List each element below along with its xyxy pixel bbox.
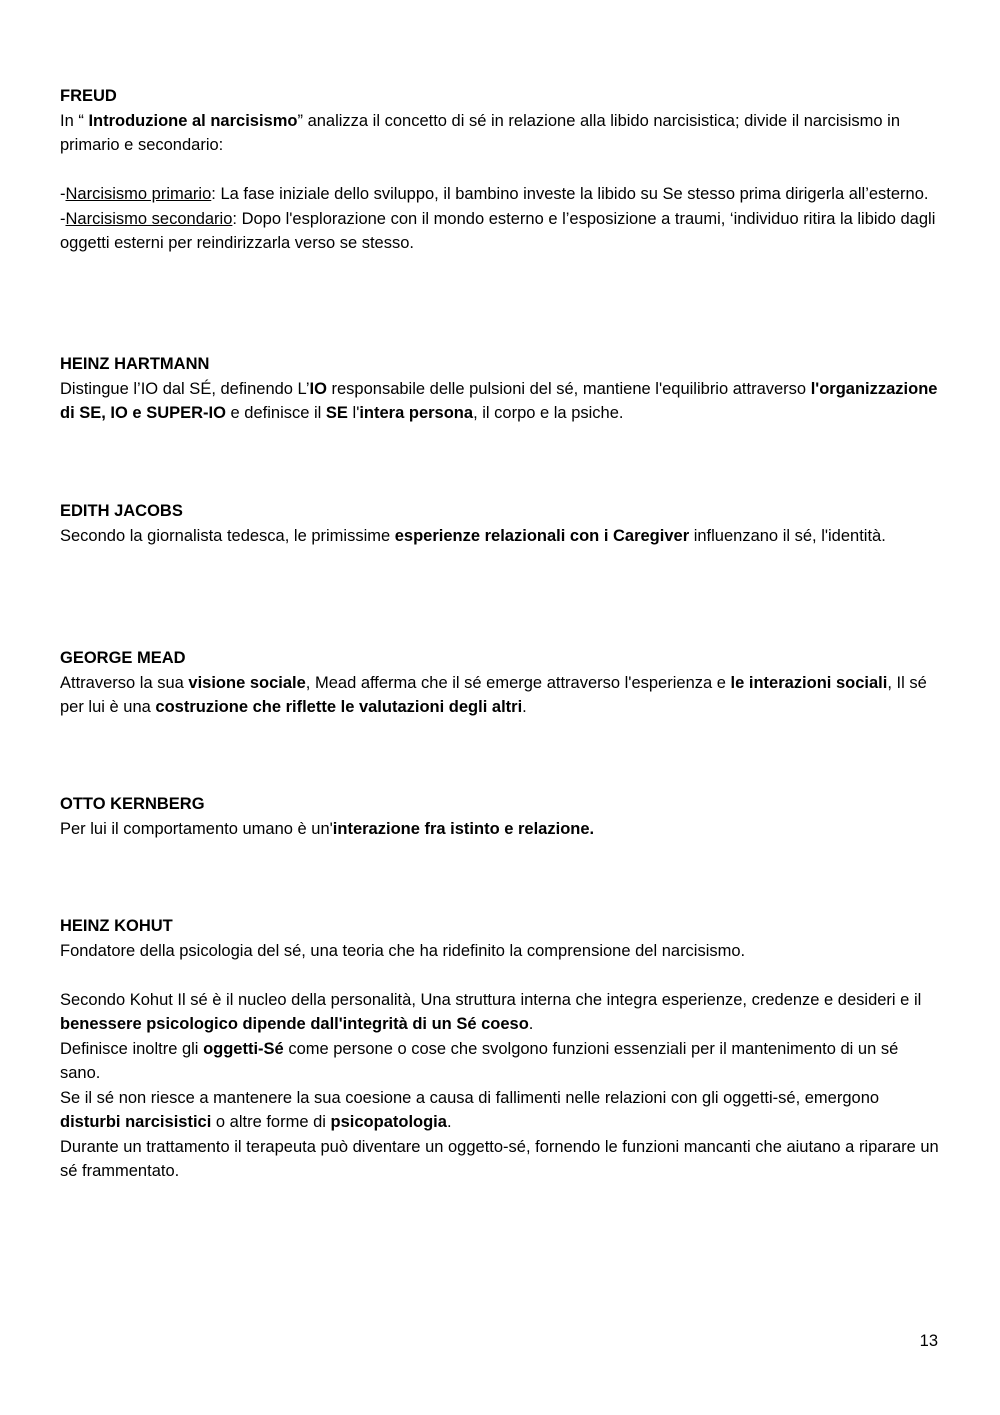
paragraph	[60, 671, 940, 720]
section-heading: HEINZ KOHUT	[60, 917, 173, 935]
section-heading: GEORGE MEAD	[60, 649, 186, 667]
section-hartmann	[60, 352, 940, 426]
paragraph	[60, 817, 940, 842]
text-run: Distingue l’IO dal SÉ, definendo L’	[60, 379, 310, 398]
text-run: : Dopo l'esplorazione con il mondo esterno e l’esposizione a traumi, ‘individuo ritira la libido dagli oggetti esterni per reindirizzarla verso se stesso.	[60, 209, 936, 252]
section-kernberg	[60, 792, 940, 841]
text-run: influenzano il sé, l'identità.	[689, 526, 886, 545]
text-run: -	[60, 209, 66, 228]
text-run: .	[528, 1015, 534, 1033]
bold-text: disturbi narcisistici	[60, 1113, 212, 1131]
page-number: 13	[919, 1332, 938, 1350]
list-item	[60, 182, 940, 207]
text-run: ” analizza il concetto di sé in relazione alla libido narcisistica; divide il narcisismo in primario e secondario:	[60, 111, 901, 154]
bold-text: esperienze relazionali con i Caregiver	[394, 526, 690, 545]
bold-text: costruzione che riflette le valutazioni degli altri	[155, 698, 523, 716]
paragraph	[60, 988, 940, 1037]
text-run: o altre forme di	[211, 1113, 331, 1131]
text-run: , Mead afferma che il sé emerge attraverso l'esperienza e	[305, 673, 731, 692]
bold-text: l'organizzazione di SE, IO e SUPER-IO	[60, 379, 938, 422]
bold-text: SE	[325, 404, 348, 422]
text-run: : La fase iniziale dello sviluppo, il bambino investe la libido su Se stesso prima dirigerla all’esterno.	[211, 185, 929, 203]
text-run: Secondo la giornalista tedesca, le primissime	[60, 526, 395, 545]
section-kohut	[60, 914, 940, 1184]
text-run: Definisce inoltre gli	[60, 1039, 204, 1058]
text-run: Attraverso la sua	[60, 673, 189, 692]
bold-text: benessere psicologico dipende dall'integrità di un Sé coeso	[60, 1015, 529, 1033]
underlined-term: Narcisismo primario	[65, 185, 212, 203]
text-run: Per lui il comportamento umano è un'	[60, 819, 333, 838]
text-run: Se il sé non riesce a mantenere la sua coesione a causa di fallimenti nelle relazioni con gli oggetti-sé, emergono	[60, 1088, 880, 1107]
bold-text: visione sociale	[188, 673, 306, 692]
paragraph	[60, 1037, 940, 1086]
text-run: -	[60, 185, 66, 203]
text-run: , Il sé per lui è una	[60, 673, 927, 716]
paragraph: Durante un trattamento il terapeuta può diventare un oggetto-sé, fornendo le funzioni mancanti che aiutano a riparare un sé frammentato.	[60, 1137, 939, 1180]
section-heading: EDITH JACOBS	[60, 502, 183, 520]
paragraph	[60, 524, 940, 549]
underlined-term: Narcisismo secondario	[65, 209, 233, 228]
text-run: .	[522, 698, 527, 716]
bold-text: intera persona	[359, 404, 474, 422]
section-heading: HEINZ HARTMANN	[60, 355, 210, 373]
bold-text: psicopatologia	[330, 1113, 447, 1131]
text-run: Secondo Kohut Il sé è il nucleo della personalità, Una struttura interna che integra esperienze, credenze e desideri e il	[60, 990, 922, 1009]
paragraph: Fondatore della psicologia del sé, una teoria che ha ridefinito la comprensione del narcisismo.	[60, 941, 746, 960]
section-heading: OTTO KERNBERG	[60, 795, 205, 813]
section-heading: FREUD	[60, 87, 117, 105]
bold-text: IO	[309, 379, 327, 398]
text-run: , il corpo e la psiche.	[473, 404, 624, 422]
text-run: responsabile delle pulsioni del sé, mantiene l'equilibrio attraverso	[326, 379, 811, 398]
section-freud	[60, 84, 940, 256]
bold-text: oggetti-Sé	[203, 1039, 284, 1058]
paragraph	[60, 377, 940, 426]
paragraph	[60, 109, 940, 158]
text-run: In “	[60, 111, 89, 130]
bold-text: interazione fra istinto e relazione.	[332, 819, 595, 838]
text-run: .	[446, 1113, 452, 1131]
list-item	[60, 207, 940, 256]
text-run: l'	[347, 404, 360, 422]
text-run: come persone o cose che svolgono funzioni essenziali per il mantenimento di un sé sano.	[60, 1039, 899, 1082]
paragraph	[60, 1086, 940, 1135]
bold-text: le interazioni sociali	[730, 673, 888, 692]
section-mead	[60, 646, 940, 720]
text-run: e definisce il	[225, 404, 326, 422]
section-jacobs	[60, 499, 940, 548]
bold-text: Introduzione al narcisismo	[88, 111, 298, 130]
